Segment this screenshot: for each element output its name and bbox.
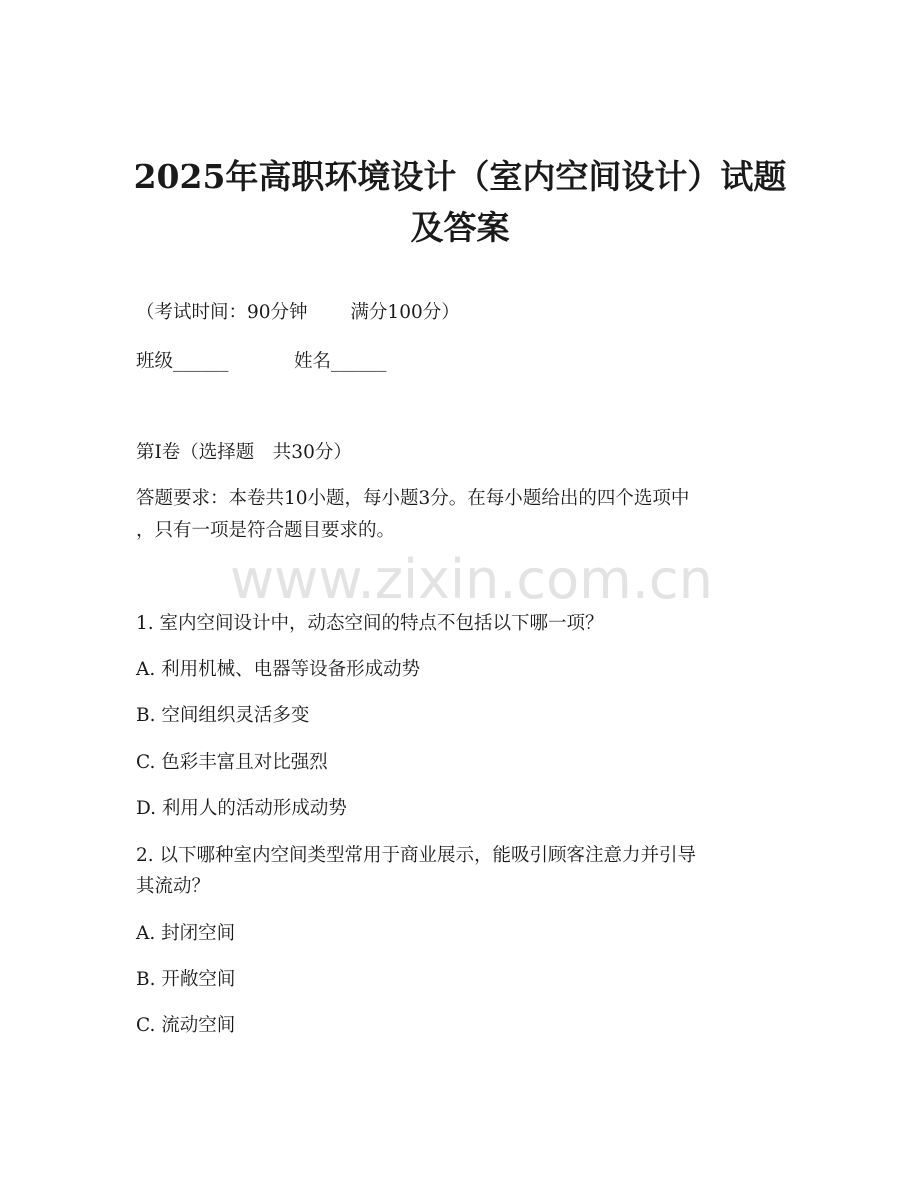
name-field-label: 姓名______ [294,351,387,372]
question-1-option-d: D. 利用人的活动形成动势 [136,798,347,819]
question-1-option-c: C. 色彩丰富且对比强烈 [136,752,328,773]
question-2-stem-line-1: 2. 以下哪种室内空间类型常用于商业展示，能吸引顾客注意力并引导 [136,845,697,866]
exam-info: （考试时间：90分钟 满分100分） [136,302,460,323]
question-2-option-b: B. 开敞空间 [136,969,236,990]
question-1-stem: 1. 室内空间设计中，动态空间的特点不包括以下哪一项？ [136,613,604,634]
instructions-line-1: 答题要求：本卷共10小题，每小题3分。在每小题给出的四个选项中 [136,488,690,509]
question-2-option-c: C. 流动空间 [136,1015,236,1036]
question-2-option-a: A. 封闭空间 [136,923,236,944]
document-title-line-2: 及答案 [410,208,510,247]
document-title-line-1: 2025年高职环境设计（室内空间设计）试题 [133,157,787,196]
watermark: www.zixin.com.cn [230,548,713,611]
class-field-label: 班级______ [136,351,229,372]
question-1-option-b: B. 空间组织灵活多变 [136,705,310,726]
question-2-stem-line-2: 其流动？ [136,876,211,897]
instructions-line-2: ，只有一项是符合题目要求的。 [136,520,396,541]
section-heading: 第Ⅰ卷（选择题 共30分） [136,442,352,463]
question-1-option-a: A. 利用机械、电器等设备形成动势 [136,659,421,680]
